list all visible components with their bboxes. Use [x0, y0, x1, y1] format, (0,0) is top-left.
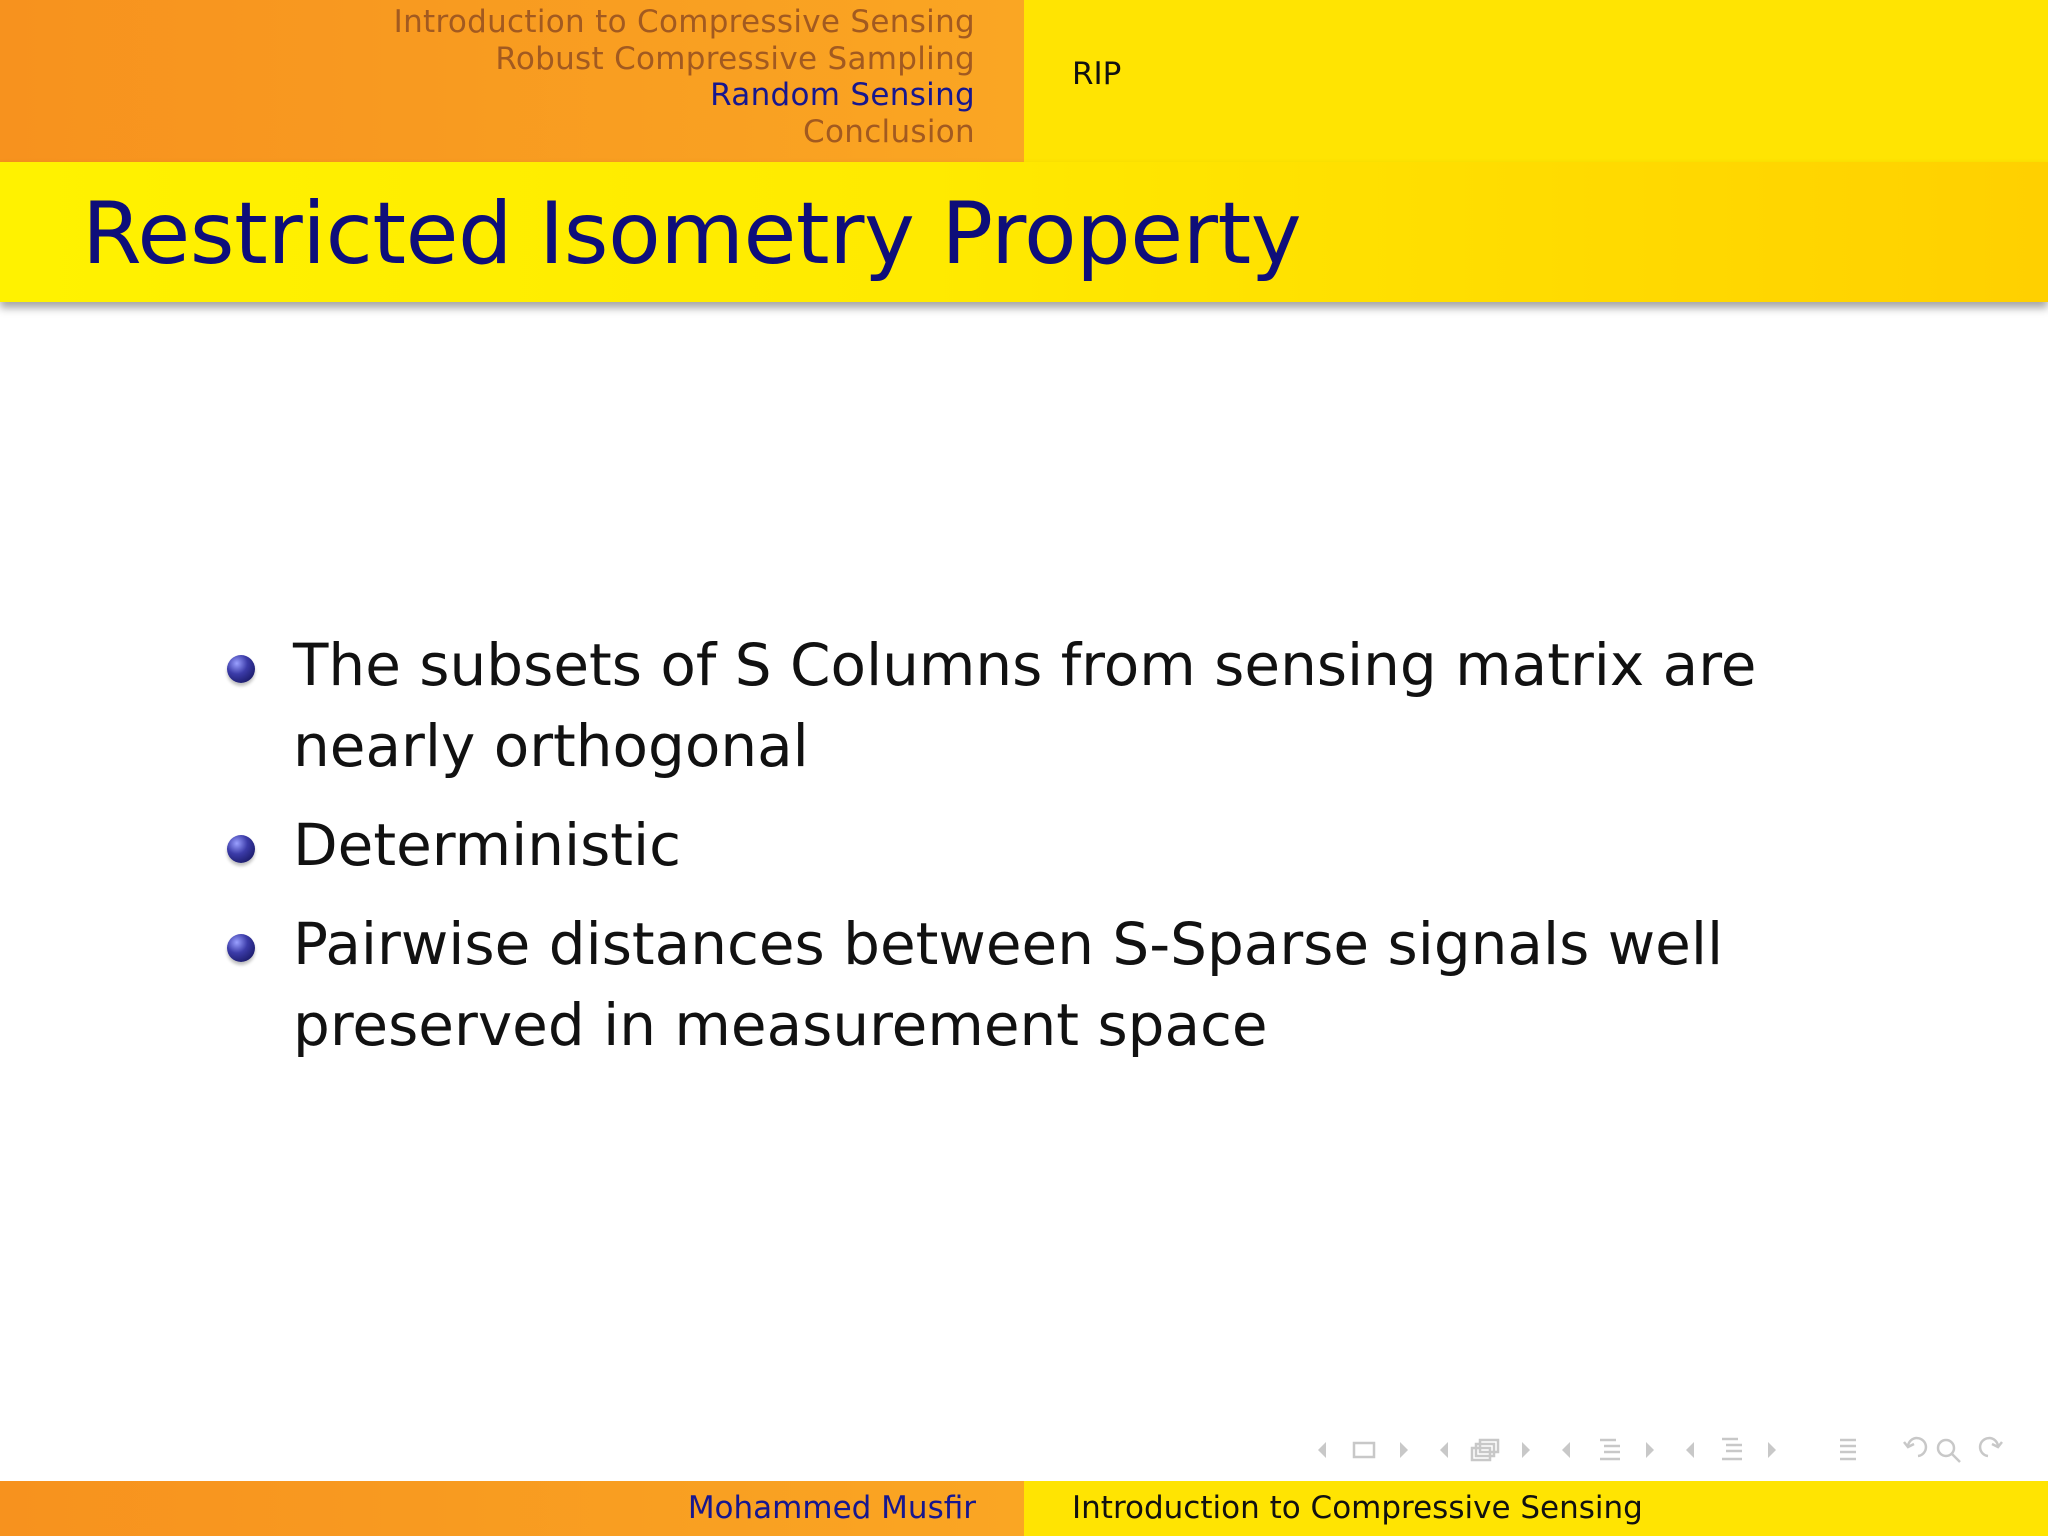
next-subsection-icon[interactable] — [1522, 1442, 1530, 1458]
frame-title: Restricted Isometry Property — [82, 184, 1302, 284]
section-link-robust-sampling[interactable]: Robust Compressive Sampling — [495, 40, 975, 77]
bullet-text: The subsets of S Columns from sensing matrix are nearly orthogonal — [293, 631, 1757, 780]
forward-icon[interactable] — [1980, 1438, 2002, 1456]
bullet-ball-icon — [227, 835, 255, 863]
back-icon[interactable] — [1904, 1438, 1926, 1456]
headline-bar — [0, 0, 2048, 162]
navigation-symbols — [1310, 1432, 2030, 1468]
bullet-ball-icon — [227, 934, 255, 962]
part-icon[interactable] — [1722, 1439, 1742, 1459]
footer-presentation-title: Introduction to Compressive Sensing — [1024, 1481, 2048, 1536]
next-part-icon[interactable] — [1768, 1442, 1776, 1458]
subsection-link-rip[interactable]: RIP — [1072, 56, 1122, 92]
bullet-item — [225, 904, 1905, 1066]
section-link-random-sensing[interactable]: Random Sensing — [710, 77, 975, 113]
prev-section-icon[interactable] — [1562, 1442, 1570, 1458]
search-icon[interactable] — [1938, 1440, 1960, 1462]
bullet-item — [225, 805, 1905, 886]
bullet-text: Pairwise distances between S-Sparse signals well preserved in measurement space — [293, 910, 1724, 1059]
frame-title-bar — [0, 162, 2048, 302]
prev-subsection-icon[interactable] — [1440, 1442, 1448, 1458]
bullet-item — [225, 625, 1905, 787]
prev-frame-icon[interactable] — [1318, 1442, 1326, 1458]
frame-icon[interactable] — [1354, 1443, 1374, 1457]
bullet-ball-icon — [227, 655, 255, 683]
section-link-conclusion[interactable]: Conclusion — [803, 113, 975, 150]
footer-author: Mohammed Musfir — [0, 1481, 1024, 1536]
subsection-icon[interactable] — [1472, 1440, 1498, 1460]
subsection-navigation — [1024, 0, 2048, 162]
bullet-list — [225, 625, 1905, 1066]
next-frame-icon[interactable] — [1400, 1442, 1408, 1458]
slide-content — [225, 625, 1905, 1084]
section-icon[interactable] — [1600, 1440, 1620, 1459]
footline-bar — [0, 1481, 2048, 1536]
section-navigation — [0, 0, 1024, 162]
next-section-icon[interactable] — [1646, 1442, 1654, 1458]
section-link-introduction[interactable]: Introduction to Compressive Sensing — [393, 4, 975, 40]
bullet-text: Deterministic — [293, 811, 682, 879]
prev-part-icon[interactable] — [1686, 1442, 1694, 1458]
document-icon[interactable] — [1840, 1440, 1856, 1459]
